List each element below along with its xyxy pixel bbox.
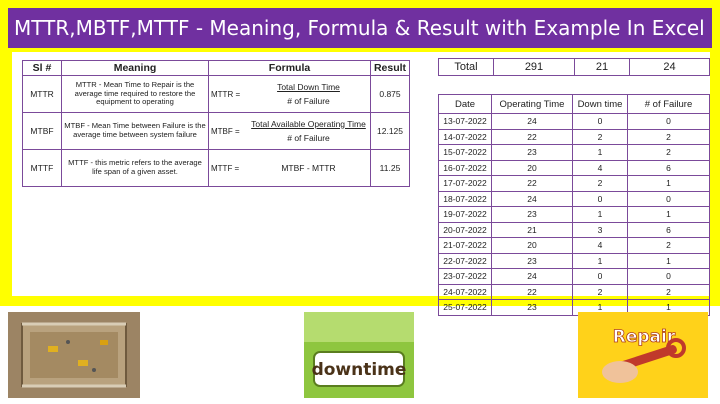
operating-time-cell: 20 (492, 238, 573, 254)
down-time-cell: 1 (573, 253, 628, 269)
down-time-cell: 1 (573, 207, 628, 223)
formula-numerator: Total Down Time (277, 81, 340, 92)
date-cell: 13-07-2022 (439, 114, 492, 130)
formula-denominator: # of Failure (287, 96, 330, 106)
log-row (439, 269, 710, 285)
meaning-cell: MTTF - this metric refers to the average life span of a given asset. (62, 150, 209, 187)
failures-cell: 1 (628, 300, 710, 316)
failures-cell: 6 (628, 160, 710, 176)
construction-site-image (8, 312, 140, 398)
failures-cell: 2 (628, 145, 710, 161)
spreadsheet-area (12, 52, 710, 313)
definition-row (23, 150, 410, 187)
total-failures: 24 (630, 59, 710, 76)
total-down-time: 21 (575, 59, 630, 76)
definition-row (23, 76, 410, 113)
operating-time-cell: 23 (492, 207, 573, 223)
sl-cell: MTTR (23, 76, 62, 113)
failures-cell: 1 (628, 207, 710, 223)
col-header-date: Date (439, 95, 492, 114)
totals-label: Total (439, 59, 494, 76)
failures-cell: 2 (628, 238, 710, 254)
failures-cell: 2 (628, 129, 710, 145)
meaning-cell: MTTR - Mean Time to Repair is the average time required to restore the equipment to operating (62, 76, 209, 113)
failures-cell: 6 (628, 222, 710, 238)
result-cell: 0.875 (371, 76, 410, 113)
log-row (439, 222, 710, 238)
down-time-cell: 3 (573, 222, 628, 238)
down-time-cell: 1 (573, 300, 628, 316)
date-cell: 25-07-2022 (439, 300, 492, 316)
repair-label: Repair (612, 327, 676, 347)
down-time-cell: 0 (573, 114, 628, 130)
log-header-row (439, 95, 710, 114)
log-row (439, 253, 710, 269)
sl-cell: MTBF (23, 113, 62, 150)
log-row (439, 238, 710, 254)
date-cell: 18-07-2022 (439, 191, 492, 207)
col-header-operating-time: Operating Time (492, 95, 573, 114)
definitions-header-row (23, 61, 410, 76)
col-header-sl: Sl # (23, 61, 62, 76)
log-row (439, 176, 710, 192)
result-cell: 12.125 (371, 113, 410, 150)
downtime-image (304, 312, 414, 398)
failures-cell: 0 (628, 191, 710, 207)
col-header-down-time: Down time (573, 95, 628, 114)
col-header-failures: # of Failure (628, 95, 710, 114)
down-time-cell: 2 (573, 176, 628, 192)
totals-table (438, 58, 710, 76)
down-time-cell: 2 (573, 129, 628, 145)
down-time-cell: 4 (573, 238, 628, 254)
operating-time-cell: 22 (492, 284, 573, 300)
definitions-table (22, 60, 410, 187)
down-time-cell: 0 (573, 269, 628, 285)
total-operating-time: 291 (494, 59, 575, 76)
page-title: MTTR,MBTF,MTTF - Meaning, Formula & Result with Example In Excel (8, 8, 712, 48)
date-cell: 19-07-2022 (439, 207, 492, 223)
repair-image (578, 312, 708, 398)
log-row (439, 129, 710, 145)
formula-cell (247, 113, 371, 150)
sl-cell: MTTF (23, 150, 62, 187)
formula-label: MTTF = (209, 150, 248, 187)
formula-cell (247, 76, 371, 113)
operating-time-cell: 21 (492, 222, 573, 238)
date-cell: 16-07-2022 (439, 160, 492, 176)
operating-time-cell: 23 (492, 300, 573, 316)
operating-time-cell: 23 (492, 253, 573, 269)
operating-time-cell: 24 (492, 114, 573, 130)
formula-cell (247, 150, 371, 187)
operating-time-cell: 22 (492, 129, 573, 145)
operating-time-cell: 22 (492, 176, 573, 192)
operating-time-cell: 23 (492, 145, 573, 161)
log-table (438, 94, 710, 316)
failures-cell: 1 (628, 176, 710, 192)
operating-time-cell: 24 (492, 269, 573, 285)
downtime-label: downtime (311, 360, 407, 380)
log-row (439, 114, 710, 130)
totals-row (439, 59, 710, 76)
log-table-body (439, 114, 710, 316)
definition-row (23, 113, 410, 150)
log-row (439, 284, 710, 300)
date-cell: 23-07-2022 (439, 269, 492, 285)
date-cell: 15-07-2022 (439, 145, 492, 161)
down-time-cell: 4 (573, 160, 628, 176)
log-row (439, 145, 710, 161)
log-row (439, 207, 710, 223)
result-cell: 11.25 (371, 150, 410, 187)
date-cell: 21-07-2022 (439, 238, 492, 254)
col-header-formula: Formula (209, 61, 371, 76)
failures-cell: 1 (628, 253, 710, 269)
down-time-cell: 0 (573, 191, 628, 207)
down-time-cell: 1 (573, 145, 628, 161)
col-header-result: Result (371, 61, 410, 76)
operating-time-cell: 20 (492, 160, 573, 176)
down-time-cell: 2 (573, 284, 628, 300)
date-cell: 20-07-2022 (439, 222, 492, 238)
failures-cell: 0 (628, 269, 710, 285)
failures-cell: 0 (628, 114, 710, 130)
date-cell: 22-07-2022 (439, 253, 492, 269)
operating-time-cell: 24 (492, 191, 573, 207)
log-row (439, 191, 710, 207)
failures-cell: 2 (628, 284, 710, 300)
date-cell: 24-07-2022 (439, 284, 492, 300)
date-cell: 14-07-2022 (439, 129, 492, 145)
formula-label: MTBF = (209, 113, 248, 150)
col-header-meaning: Meaning (62, 61, 209, 76)
formula-expression: MTBF - MTTR (281, 162, 336, 173)
log-row (439, 160, 710, 176)
date-cell: 17-07-2022 (439, 176, 492, 192)
formula-label: MTTR = (209, 76, 248, 113)
formula-numerator: Total Available Operating Time (251, 118, 366, 129)
formula-denominator: # of Failure (287, 133, 330, 143)
meaning-cell: MTBF - Mean Time between Failure is the average time between system failure (62, 113, 209, 150)
